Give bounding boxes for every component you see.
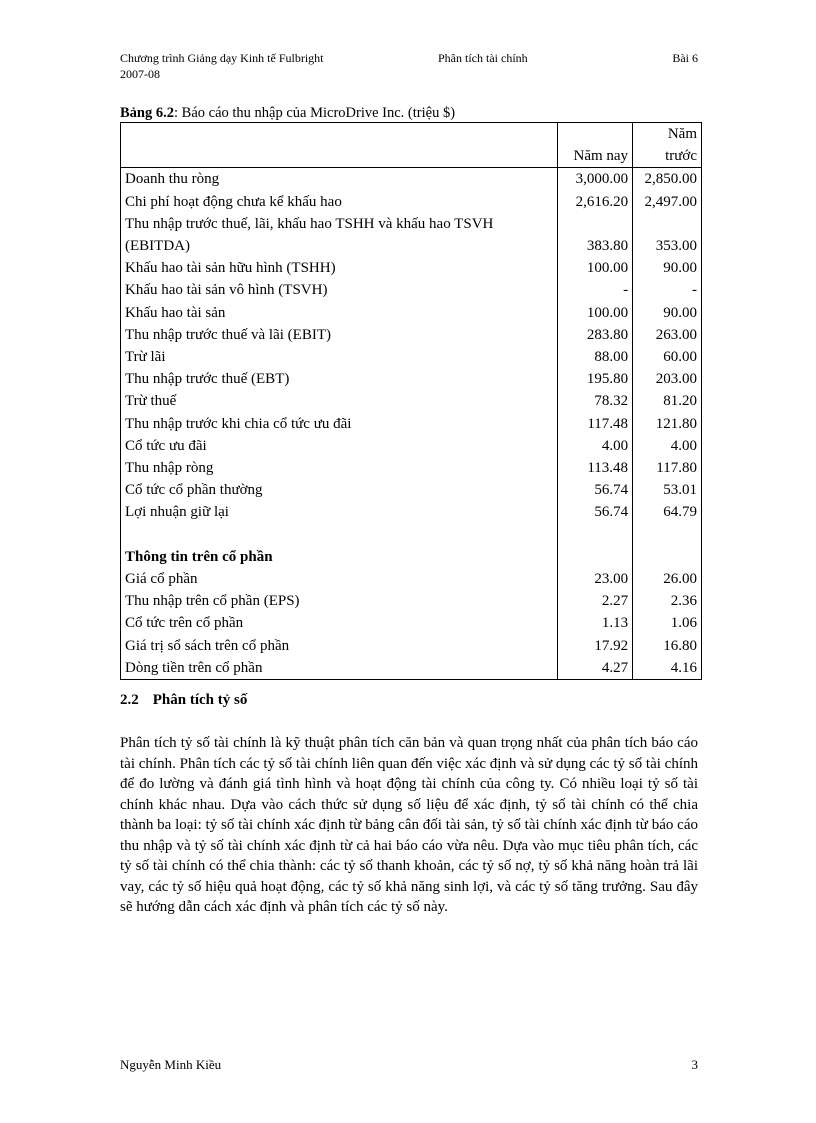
row-label: Thu nhập trước khi chia cổ tức ưu đãi bbox=[125, 415, 352, 432]
page-footer bbox=[120, 1057, 698, 1073]
section-heading bbox=[120, 692, 261, 709]
row-label: Giá cổ phần bbox=[125, 571, 198, 588]
row-previous-value: 263.00 bbox=[633, 324, 702, 346]
table-row bbox=[121, 168, 702, 191]
empty-cell bbox=[633, 546, 702, 568]
row-label: Thu nhập trên cổ phần (EPS) bbox=[125, 593, 300, 610]
subject-name: Phân tích tài chính bbox=[438, 51, 528, 65]
row-current-value: 100.00 bbox=[558, 302, 633, 324]
row-label: Thu nhập trước thuế và lãi (EBIT) bbox=[125, 326, 331, 343]
table-row bbox=[121, 501, 702, 523]
spacer-row bbox=[121, 524, 702, 546]
page-number: 3 bbox=[691, 1057, 698, 1072]
col-previous-header: Năm trước bbox=[633, 123, 702, 168]
row-current-value: 78.32 bbox=[558, 390, 633, 412]
table-row bbox=[121, 479, 702, 501]
row-previous-value: 121.80 bbox=[633, 413, 702, 435]
income-statement-table bbox=[120, 122, 702, 680]
row-previous-value: 81.20 bbox=[633, 390, 702, 412]
row-current-value: 88.00 bbox=[558, 346, 633, 368]
row-previous-value: 53.01 bbox=[633, 479, 702, 501]
table-row bbox=[121, 368, 702, 390]
row-current-value: - bbox=[558, 279, 633, 301]
table-row bbox=[121, 302, 702, 324]
spacer-cell bbox=[633, 524, 702, 546]
table-row bbox=[121, 435, 702, 457]
table-caption bbox=[120, 105, 455, 122]
row-current-value: 383.80 bbox=[558, 213, 633, 257]
row-current-value: 195.80 bbox=[558, 368, 633, 390]
row-previous-value: 26.00 bbox=[633, 568, 702, 590]
row-current-value: 1.13 bbox=[558, 612, 633, 634]
author-name: Nguyễn Minh Kiều bbox=[120, 1057, 222, 1072]
row-previous-value: - bbox=[633, 279, 702, 301]
row-label: Khấu hao tài sản vô hình (TSVH) bbox=[125, 282, 328, 299]
row-current-value: 56.74 bbox=[558, 501, 633, 523]
program-name: Chương trình Giảng dạy Kinh tế Fulbright bbox=[120, 51, 324, 65]
row-current-value: 23.00 bbox=[558, 568, 633, 590]
row-current-value: 283.80 bbox=[558, 324, 633, 346]
row-previous-value: 4.00 bbox=[633, 435, 702, 457]
empty-cell bbox=[558, 546, 633, 568]
row-previous-value: 2.36 bbox=[633, 590, 702, 612]
row-label: Trừ thuế bbox=[125, 393, 177, 410]
spacer-cell bbox=[558, 524, 633, 546]
table-header-row bbox=[121, 123, 702, 168]
row-label: Doanh thu ròng bbox=[125, 171, 220, 188]
section-paragraph: Phân tích tỷ số tài chính là kỹ thuật phân tích căn bản và quan trọng nhất của phân tích báo cáo tài chính. Phân tích các tỷ số tài chính liên quan đến việc xác định và sử dụng các tỷ số tài chính để đo lường và đánh giá tình hình và hoạt động tài chính của công ty. Có nhiều loại tỷ số tài chính khác nhau. Dựa vào cách thức sử dụng số liệu để xác định, tỷ số tài chính có thể chia thành ba loại: tỷ số tài chính xác định từ bảng cân đối tài sản, tỷ số tài chính xác định từ báo cáo thu nhập và tỷ số tài chính xác định từ cả hai báo cáo vừa nêu. Dựa vào mục tiêu phân tích, các tỷ số tài chính có thể chia thành: các tỷ số thanh khoản, các tỷ số nợ, tỷ số khả năng hoàn trả lãi vay, các tỷ số hiệu quả hoạt động, các tỷ số khả năng sinh lợi, và các tỷ số tăng trưởng. Sau đây sẽ hướng dẫn cách xác định và phân tích các tỷ số này. bbox=[120, 735, 698, 915]
row-label: Khấu hao tài sản hữu hình (TSHH) bbox=[125, 260, 336, 277]
table-row bbox=[121, 390, 702, 412]
row-label: Cổ tức cổ phần thường bbox=[125, 482, 263, 499]
row-label: Cổ tức trên cổ phần bbox=[125, 615, 244, 632]
row-current-value: 4.27 bbox=[558, 657, 633, 680]
row-previous-value: 353.00 bbox=[633, 213, 702, 257]
row-previous-value: 2,850.00 bbox=[633, 168, 702, 191]
row-previous-value: 203.00 bbox=[633, 368, 702, 390]
row-label: Dòng tiền trên cổ phần bbox=[125, 659, 263, 676]
table-body bbox=[121, 123, 702, 680]
row-label: Cổ tức ưu đãi bbox=[125, 437, 207, 454]
row-previous-value: 1.06 bbox=[633, 612, 702, 634]
row-previous-value: 90.00 bbox=[633, 257, 702, 279]
row-current-value: 113.48 bbox=[558, 457, 633, 479]
share-info-section-row bbox=[121, 546, 702, 568]
row-label: Thu nhập trước thuế, lãi, khấu hao TSHH và khấu hao TSVH (EBITDA) bbox=[125, 215, 494, 255]
table-row bbox=[121, 324, 702, 346]
row-current-value: 2,616.20 bbox=[558, 191, 633, 213]
row-label: Trừ lãi bbox=[125, 349, 166, 366]
section-number: 2.2 bbox=[120, 692, 139, 708]
row-current-value: 56.74 bbox=[558, 479, 633, 501]
page-header bbox=[120, 50, 698, 90]
row-previous-value: 60.00 bbox=[633, 346, 702, 368]
academic-year: 2007-08 bbox=[120, 67, 160, 81]
row-label: Chi phí hoạt động chưa kể khấu hao bbox=[125, 193, 342, 210]
row-previous-value: 117.80 bbox=[633, 457, 702, 479]
row-current-value: 17.92 bbox=[558, 635, 633, 657]
header-blank bbox=[121, 123, 558, 168]
row-current-value: 3,000.00 bbox=[558, 168, 633, 191]
table-number: Bảng 6.2 bbox=[120, 105, 174, 121]
row-current-value: 2.27 bbox=[558, 590, 633, 612]
row-label: Lợi nhuận giữ lại bbox=[125, 504, 229, 521]
lesson-number: Bài 6 bbox=[672, 51, 698, 65]
table-row bbox=[121, 612, 702, 634]
table-row bbox=[121, 191, 702, 213]
row-label: Khấu hao tài sản bbox=[125, 304, 226, 321]
table-row bbox=[121, 657, 702, 680]
table-title: : Báo cáo thu nhập của MicroDrive Inc. (triệu $) bbox=[174, 105, 456, 121]
share-info-title: Thông tin trên cổ phần bbox=[125, 548, 273, 565]
row-current-value: 117.48 bbox=[558, 413, 633, 435]
row-current-value: 4.00 bbox=[558, 435, 633, 457]
row-previous-value: 16.80 bbox=[633, 635, 702, 657]
table-row bbox=[121, 213, 702, 257]
table-row bbox=[121, 346, 702, 368]
table-row bbox=[121, 457, 702, 479]
row-label: Thu nhập ròng bbox=[125, 460, 214, 477]
table-row bbox=[121, 279, 702, 301]
col-current-header: Năm nay bbox=[558, 123, 633, 168]
row-current-value: 100.00 bbox=[558, 257, 633, 279]
table-row bbox=[121, 590, 702, 612]
row-previous-value: 4.16 bbox=[633, 657, 702, 680]
table-row bbox=[121, 257, 702, 279]
row-label: Giá trị sổ sách trên cổ phần bbox=[125, 637, 290, 654]
section-title: Phân tích tỷ số bbox=[152, 692, 248, 708]
table-row bbox=[121, 635, 702, 657]
row-previous-value: 90.00 bbox=[633, 302, 702, 324]
row-previous-value: 2,497.00 bbox=[633, 191, 702, 213]
spacer-cell bbox=[121, 524, 558, 546]
table-row bbox=[121, 568, 702, 590]
row-previous-value: 64.79 bbox=[633, 501, 702, 523]
table-row bbox=[121, 413, 702, 435]
row-label: Thu nhập trước thuế (EBT) bbox=[125, 371, 290, 388]
